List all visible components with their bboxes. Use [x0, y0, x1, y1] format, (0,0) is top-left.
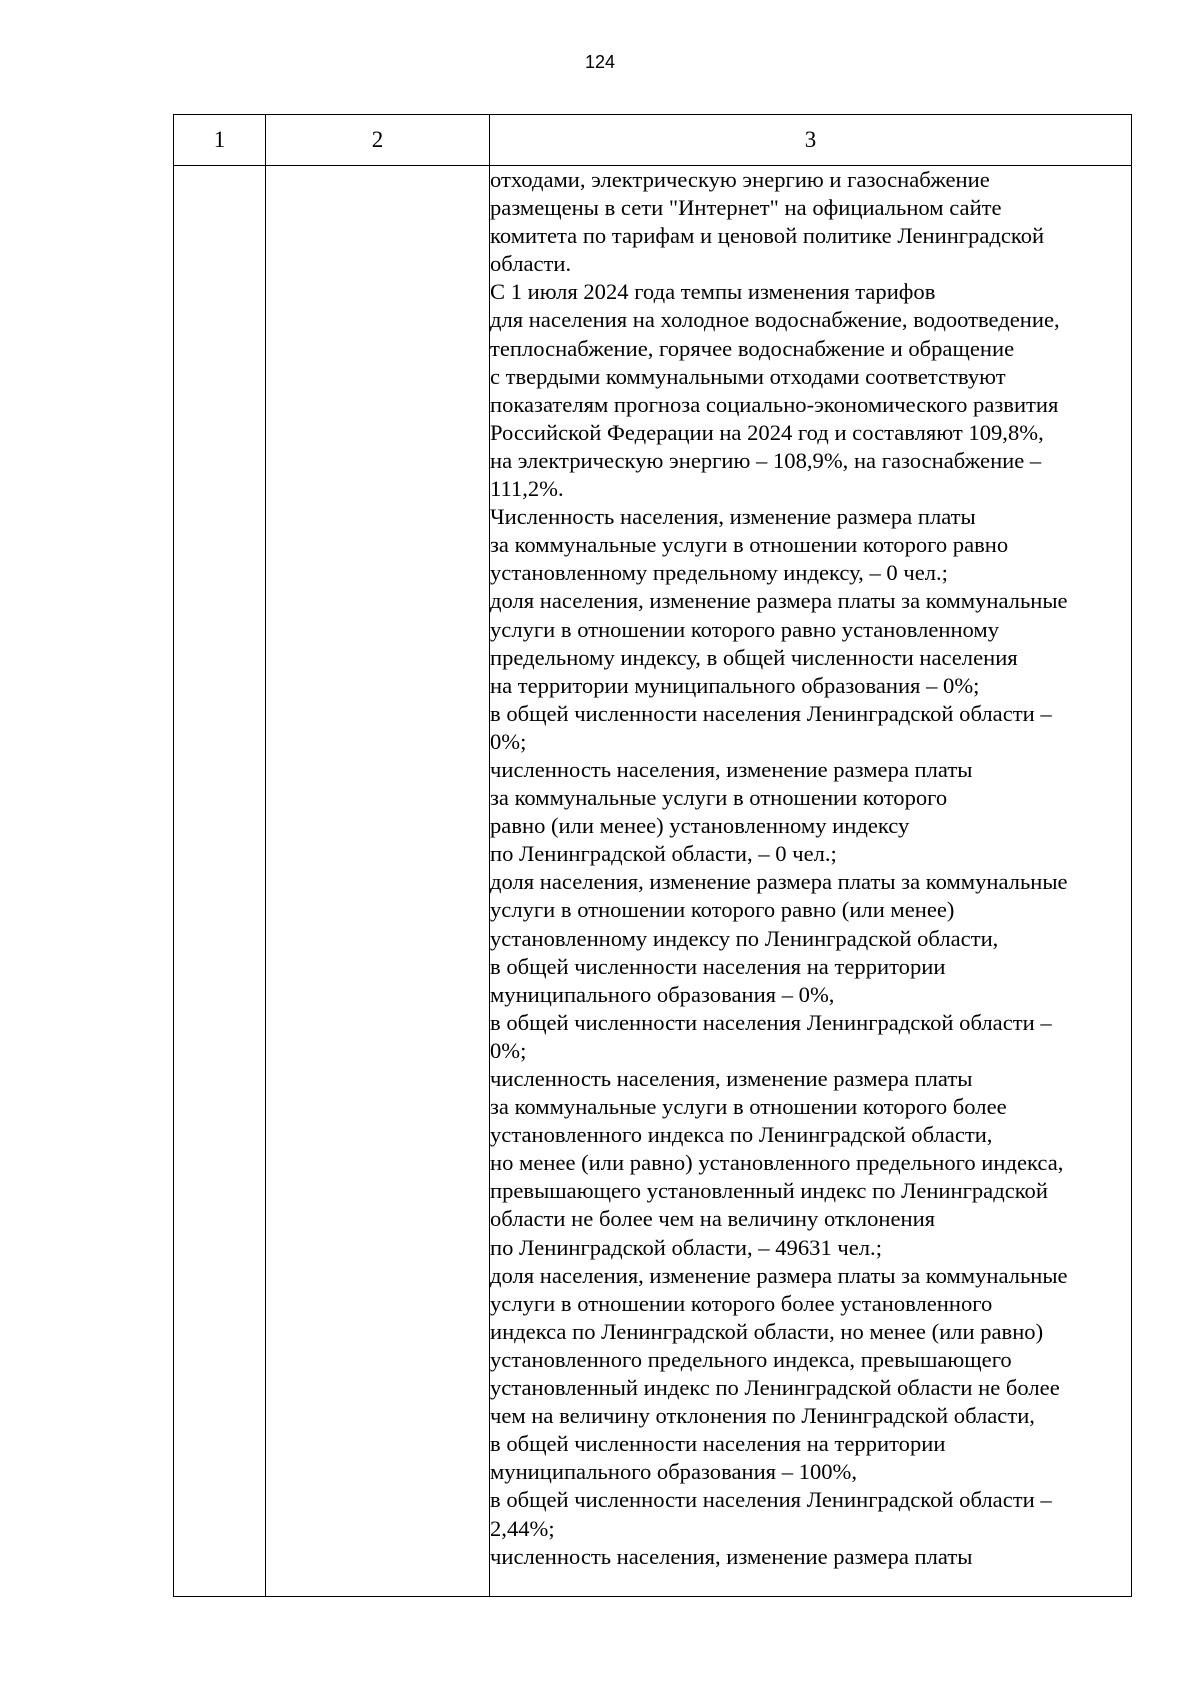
text-line: численность населения, изменение размера платы: [490, 1543, 973, 1569]
text-line: доля населения, изменение размера платы за коммунальные: [490, 869, 1068, 895]
text-line: муниципального образования – 100%,: [490, 1459, 858, 1485]
column-header-1: 1: [174, 115, 266, 166]
text-line: области.: [490, 251, 572, 277]
text-line: численность населения, изменение размера платы: [490, 1066, 973, 1091]
text-line: 0%;: [490, 728, 527, 754]
text-line: услуги в отношении которого более установленного: [490, 1290, 993, 1316]
text-line: предельному индексу, в общей численности населения: [490, 644, 1018, 670]
text-line: установленному индексу по Ленинградской области,: [490, 925, 999, 951]
text-line: за коммунальные услуги в отношении которого: [490, 785, 948, 811]
column-header-2: 2: [266, 115, 490, 166]
text-line: в общей численности населения на территории: [490, 953, 946, 979]
page-number: 124: [584, 52, 616, 72]
text-line: за коммунальные услуги в отношении которого равно: [490, 532, 1009, 558]
text-line: установленного индекса по Ленинградской области,: [490, 1122, 993, 1148]
text-line: по Ленинградской области, – 49631 чел.;: [490, 1234, 882, 1260]
cell-column-1: [174, 166, 266, 1597]
text-line: размещены в сети "Интернет" на официальном сайте: [490, 195, 1002, 221]
text-line: с твердыми коммунальными отходами соответствуют: [490, 363, 1006, 389]
text-line: доля населения, изменение размера платы за коммунальные: [490, 1262, 1068, 1288]
text-line: но менее (или равно) установленного предельного индекса,: [490, 1150, 1064, 1176]
text-line: 111,2%.: [490, 476, 564, 502]
text-line: установленному предельному индексу, – 0 чел.;: [490, 560, 948, 586]
text-line: комитета по тарифам и ценовой политике Ленинградской: [490, 223, 1045, 249]
text-line: установленный индекс по Ленинградской области не более: [490, 1375, 1060, 1401]
text-line: индекса по Ленинградской области, но менее (или равно): [490, 1318, 1044, 1344]
text-line: установленного предельного индекса, превышающего: [490, 1346, 1012, 1372]
text-line: на территории муниципального образования – 0%;: [490, 672, 980, 698]
cell-text-block: [490, 166, 1131, 1571]
column-header-3: 3: [490, 115, 1132, 166]
text-line: превышающего установленный индекс по Ленинградской: [490, 1178, 1048, 1204]
text-line: С 1 июля 2024 года темпы изменения тарифов: [490, 279, 936, 305]
text-line: чем на величину отклонения по Ленинградской области,: [490, 1403, 1035, 1429]
text-line: для населения на холодное водоснабжение, водоотведение,: [490, 307, 1060, 333]
text-line: доля населения, изменение размера платы за коммунальные: [490, 588, 1068, 614]
text-line: Численность населения, изменение размера платы: [490, 504, 976, 530]
text-line: муниципального образования – 0%,: [490, 981, 835, 1007]
text-line: численность населения, изменение размера платы: [490, 756, 973, 782]
text-line: по Ленинградской области, – 0 чел.;: [490, 841, 837, 867]
text-line: теплоснабжение, горячее водоснабжение и обращение: [490, 335, 1015, 361]
text-line: в общей численности населения Ленинградской области –: [490, 1009, 1052, 1035]
text-line: услуги в отношении которого равно установленному: [490, 616, 1000, 642]
cell-column-3: [490, 166, 1132, 1597]
text-line: 0%;: [490, 1037, 527, 1063]
cell-column-2: [266, 166, 490, 1597]
text-line: Российской Федерации на 2024 год и составляют 109,8%,: [490, 419, 1044, 445]
text-line: области не более чем на величину отклонения: [490, 1206, 936, 1232]
text-line: равно (или менее) установленному индексу: [490, 813, 910, 839]
text-line: в общей численности населения Ленинградской области –: [490, 700, 1052, 726]
table-header-row: [174, 115, 1132, 166]
document-table: [173, 114, 1132, 1597]
text-line: услуги в отношении которого равно (или менее): [490, 897, 955, 923]
text-line: в общей численности населения Ленинградской области –: [490, 1487, 1052, 1513]
text-line: отходами, электрическую энергию и газоснабжение: [490, 167, 990, 192]
text-line: показателям прогноза социально-экономического развития: [490, 391, 1059, 417]
text-line: 2,44%;: [490, 1515, 555, 1541]
text-line: за коммунальные услуги в отношении которого более: [490, 1094, 1007, 1120]
text-line: в общей численности населения на территории: [490, 1431, 946, 1457]
table-row: [174, 166, 1132, 1597]
text-line: на электрическую энергию – 108,9%, на газоснабжение –: [490, 447, 1042, 473]
